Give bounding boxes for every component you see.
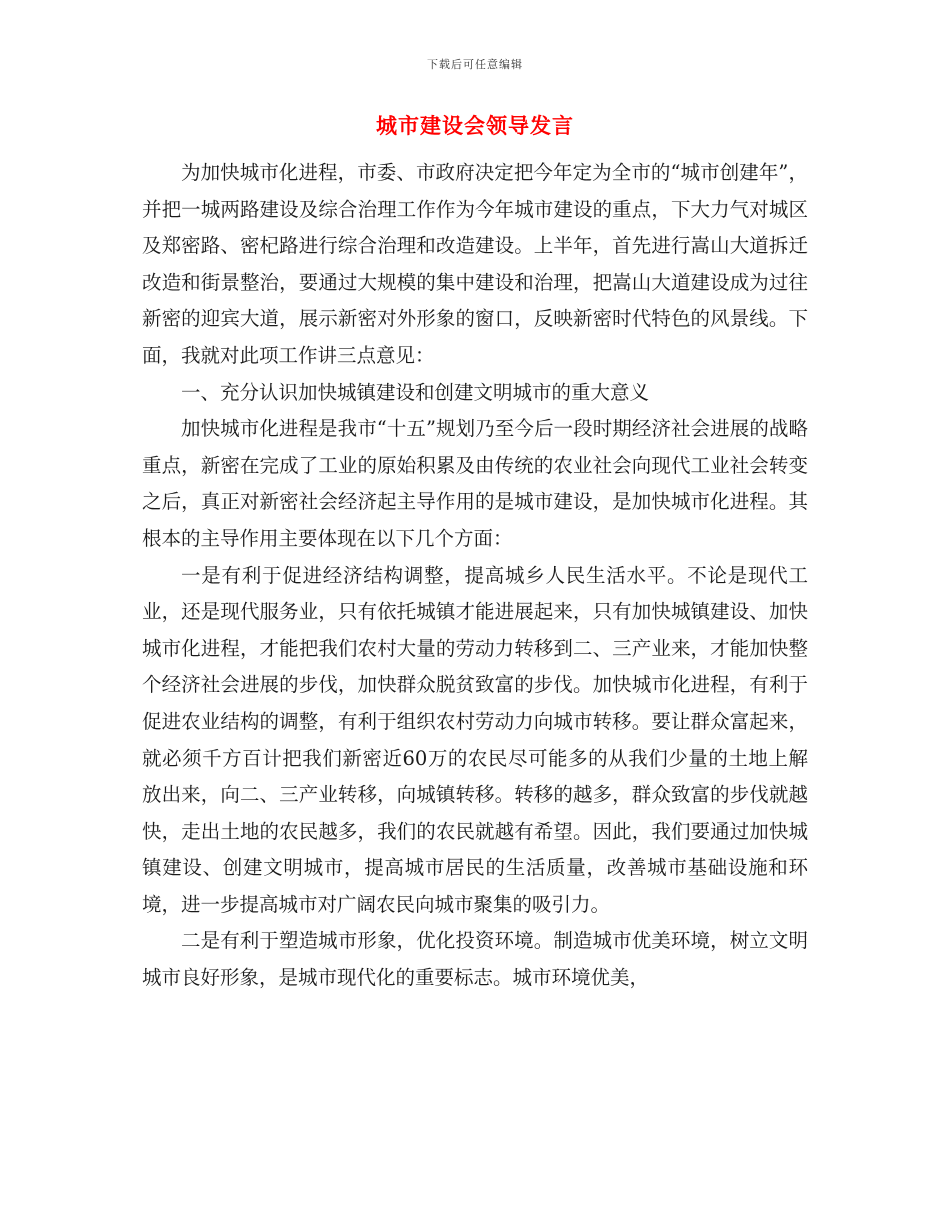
section-heading-1: 一、充分认识加快城镇建设和创建文明城市的重大意义 (181, 380, 650, 404)
paragraph-intro: 为加快城市化进程，市委、市政府决定把今年定为全市的“城市创建年”，并把一城两路建设及综合治理工作作为今年城市建设的重点，下大力气对城区及郑密路、密杞路进行综合治理和改造建设。上半年，首先进行嵩山大道拆迁改造和街景整治，要通过大规模的集中建设和治理，把嵩山大道建设成为过往新密的迎宾大道，展示新密对外形象的窗口，反映新密时代特色的风景线。下面，我就对此项工作讲三点意见： (142, 161, 808, 367)
paragraph-point-1: 一是有利于促进经济结构调整，提高城乡人民生活水平。不论是现代工业，还是现代服务业，只有依托城镇才能进展起来，只有加快城镇建设、加快城市化进程，才能把我们农村大量的劳动力转移到二、三产业来，才能加快整个经济社会进展的步伐，加快群众脱贫致富的步伐。加快城市化进程，有利于促进农业结构的调整，有利于组织农村劳动力向城市转移。要让群众富起来，就必须千方百计把我们新密近60万的农民尽可能多的从我们少量的土地上解放出来，向二、三产业转移，向城镇转移。转移的越多，群众致富的步伐就越快，走出土地的农民越多，我们的农民就越有希望。因此，我们要通过加快城镇建设、创建文明城市，提高城市居民的生活质量，改善城市基础设施和环境，进一步提高城市对广阔农民向城市聚集的吸引力。 (142, 563, 808, 916)
header-note: 下载后可任意编辑 (427, 58, 523, 71)
paragraph-significance: 加快城市化进程是我市“十五”规划乃至今后一段时期经济社会进展的战略重点，新密在完成了工业的原始积累及由传统的农业社会向现代工业社会转变之后，真正对新密社会经济起主导作用的是城市建设，是加快城市化进程。其根本的主导作用主要体现在以下几个方面： (142, 417, 808, 550)
document-title: 城市建设会领导发言 (376, 113, 574, 138)
document-body (142, 155, 808, 997)
paragraph-point-2: 二是有利于塑造城市形象，优化投资环境。制造城市优美环境，树立文明城市良好形象，是城市现代化的重要标志。城市环境优美， (142, 929, 808, 990)
